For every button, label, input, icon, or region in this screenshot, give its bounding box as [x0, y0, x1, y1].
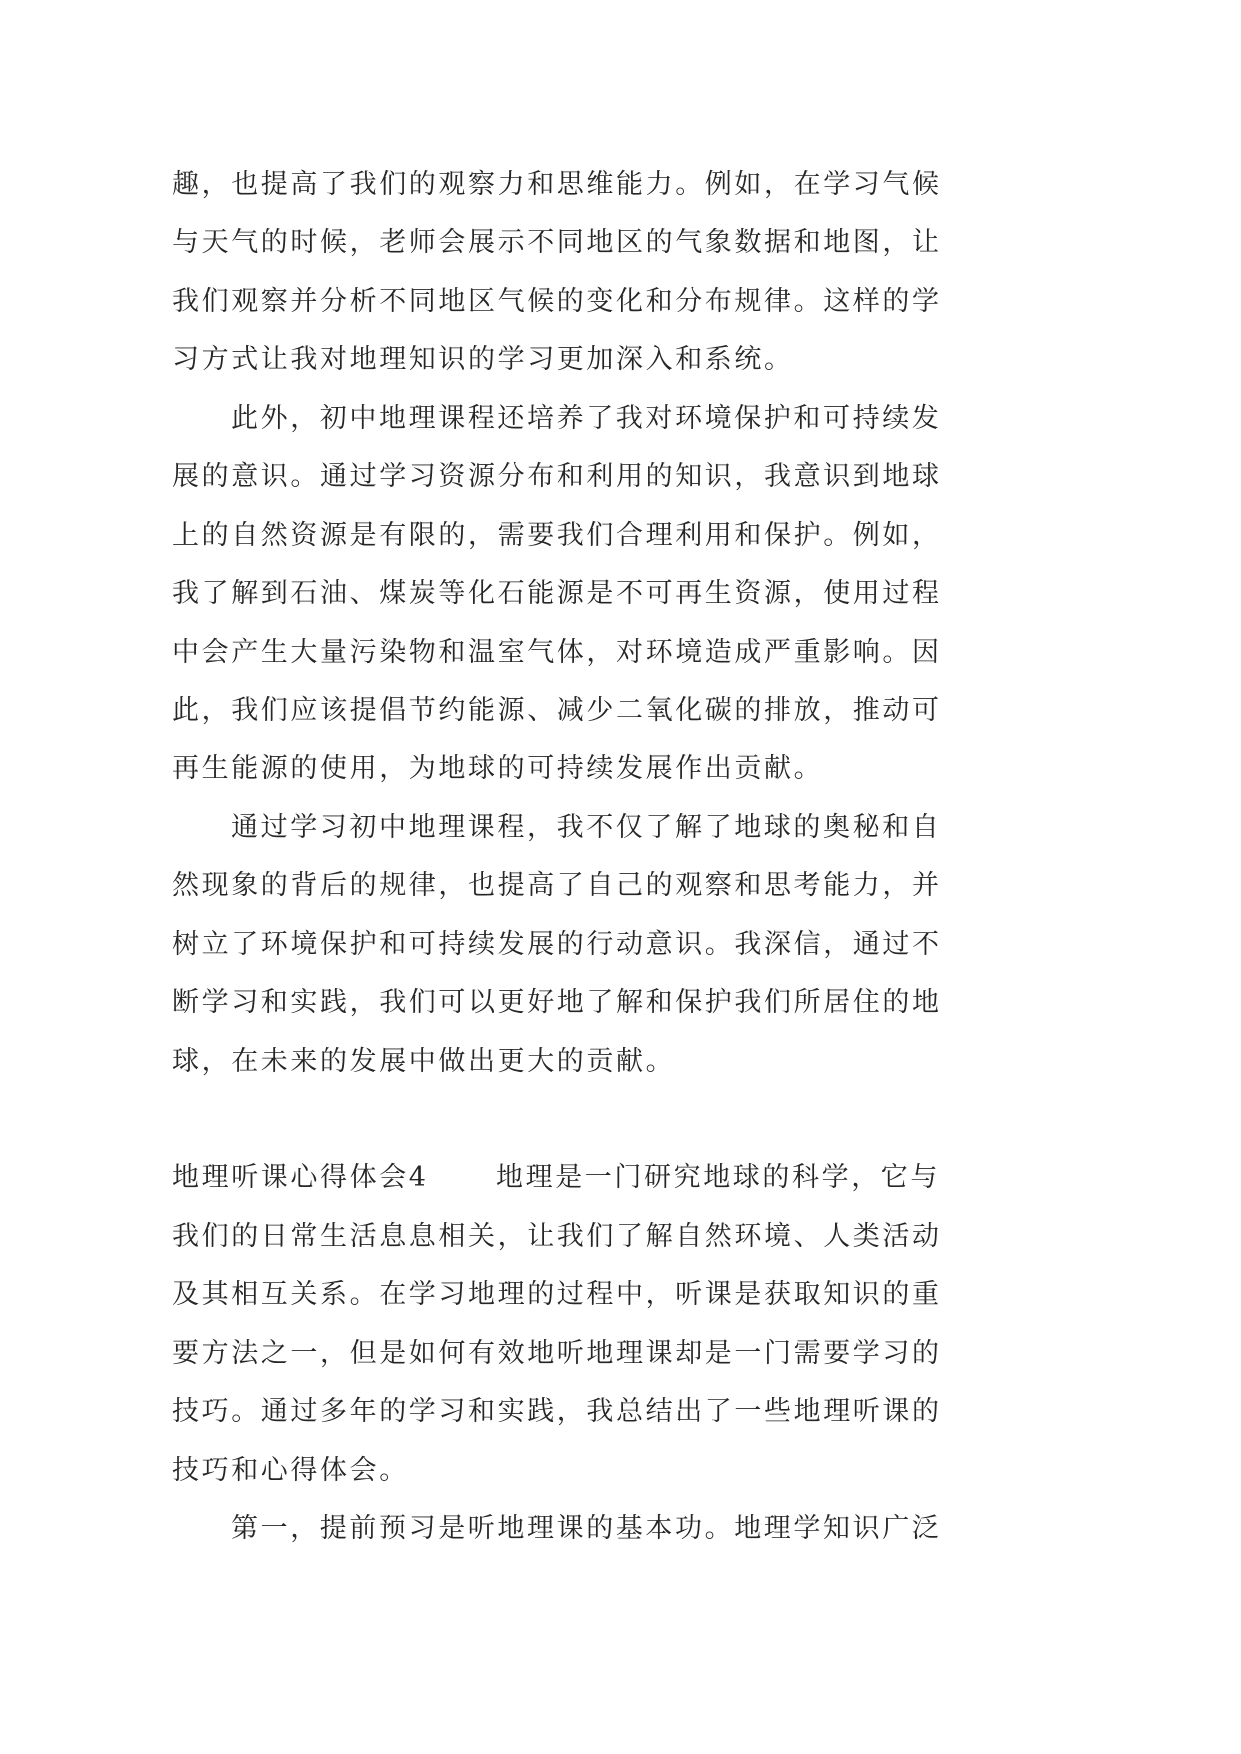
- text-line: 我们的日常生活息息相关，让我们了解自然环境、人类活动: [172, 1220, 942, 1252]
- paragraph: [172, 390, 992, 799]
- paragraph: [172, 156, 992, 390]
- paragraph: [172, 799, 992, 1091]
- text-line: 球，在未来的发展中做出更大的贡献。: [172, 1045, 676, 1077]
- text-line: 树立了环境保护和可持续发展的行动意识。我深信，通过不: [172, 928, 942, 960]
- paragraph: [172, 1500, 992, 1558]
- text-line: 地理是一门研究地球的科学，它与: [496, 1162, 940, 1194]
- text-line: 与天气的时候，老师会展示不同地区的气象数据和地图，让: [172, 227, 942, 259]
- document-body: [172, 156, 992, 1559]
- text-line: 然现象的背后的规律，也提高了自己的观察和思考能力，并: [172, 870, 942, 902]
- text-line: 此，我们应该提倡节约能源、减少二氧化碳的排放，推动可: [172, 694, 942, 726]
- text-line: 中会产生大量污染物和温室气体，对环境造成严重影响。因: [172, 636, 942, 668]
- text-line: 上的自然资源是有限的，需要我们合理利用和保护。例如，: [172, 519, 942, 551]
- text-line: 第一，提前预习是听地理课的基本功。地理学知识广泛: [231, 1513, 942, 1545]
- text-line: 我了解到石油、煤炭等化石能源是不可再生资源，使用过程: [172, 578, 942, 610]
- text-line: 习方式让我对地理知识的学习更加深入和系统。: [172, 344, 794, 376]
- section-heading: 地理听课心得体会4: [172, 1162, 429, 1194]
- text-line: 通过学习初中地理课程，我不仅了解了地球的奥秘和自: [231, 811, 942, 843]
- paragraph: [172, 1149, 992, 1500]
- text-line: 我们观察并分析不同地区气候的变化和分布规律。这样的学: [172, 285, 942, 317]
- text-line: 展的意识。通过学习资源分布和利用的知识，我意识到地球: [172, 461, 942, 493]
- blank-line: [172, 1091, 992, 1149]
- text-line: 及其相互关系。在学习地理的过程中，听课是获取知识的重: [172, 1279, 942, 1311]
- text-line: 要方法之一，但是如何有效地听地理课却是一门需要学习的: [172, 1337, 942, 1369]
- heading-line: [172, 1149, 992, 1207]
- text-line: 断学习和实践，我们可以更好地了解和保护我们所居住的地: [172, 987, 942, 1019]
- text-line: 技巧。通过多年的学习和实践，我总结出了一些地理听课的: [172, 1396, 942, 1428]
- text-line: 趣，也提高了我们的观察力和思维能力。例如，在学习气候: [172, 169, 942, 200]
- text-line: 技巧和心得体会。: [172, 1454, 409, 1486]
- text-line: 再生能源的使用，为地球的可持续发展作出贡献。: [172, 753, 824, 785]
- text-line: 此外，初中地理课程还培养了我对环境保护和可持续发: [231, 402, 942, 434]
